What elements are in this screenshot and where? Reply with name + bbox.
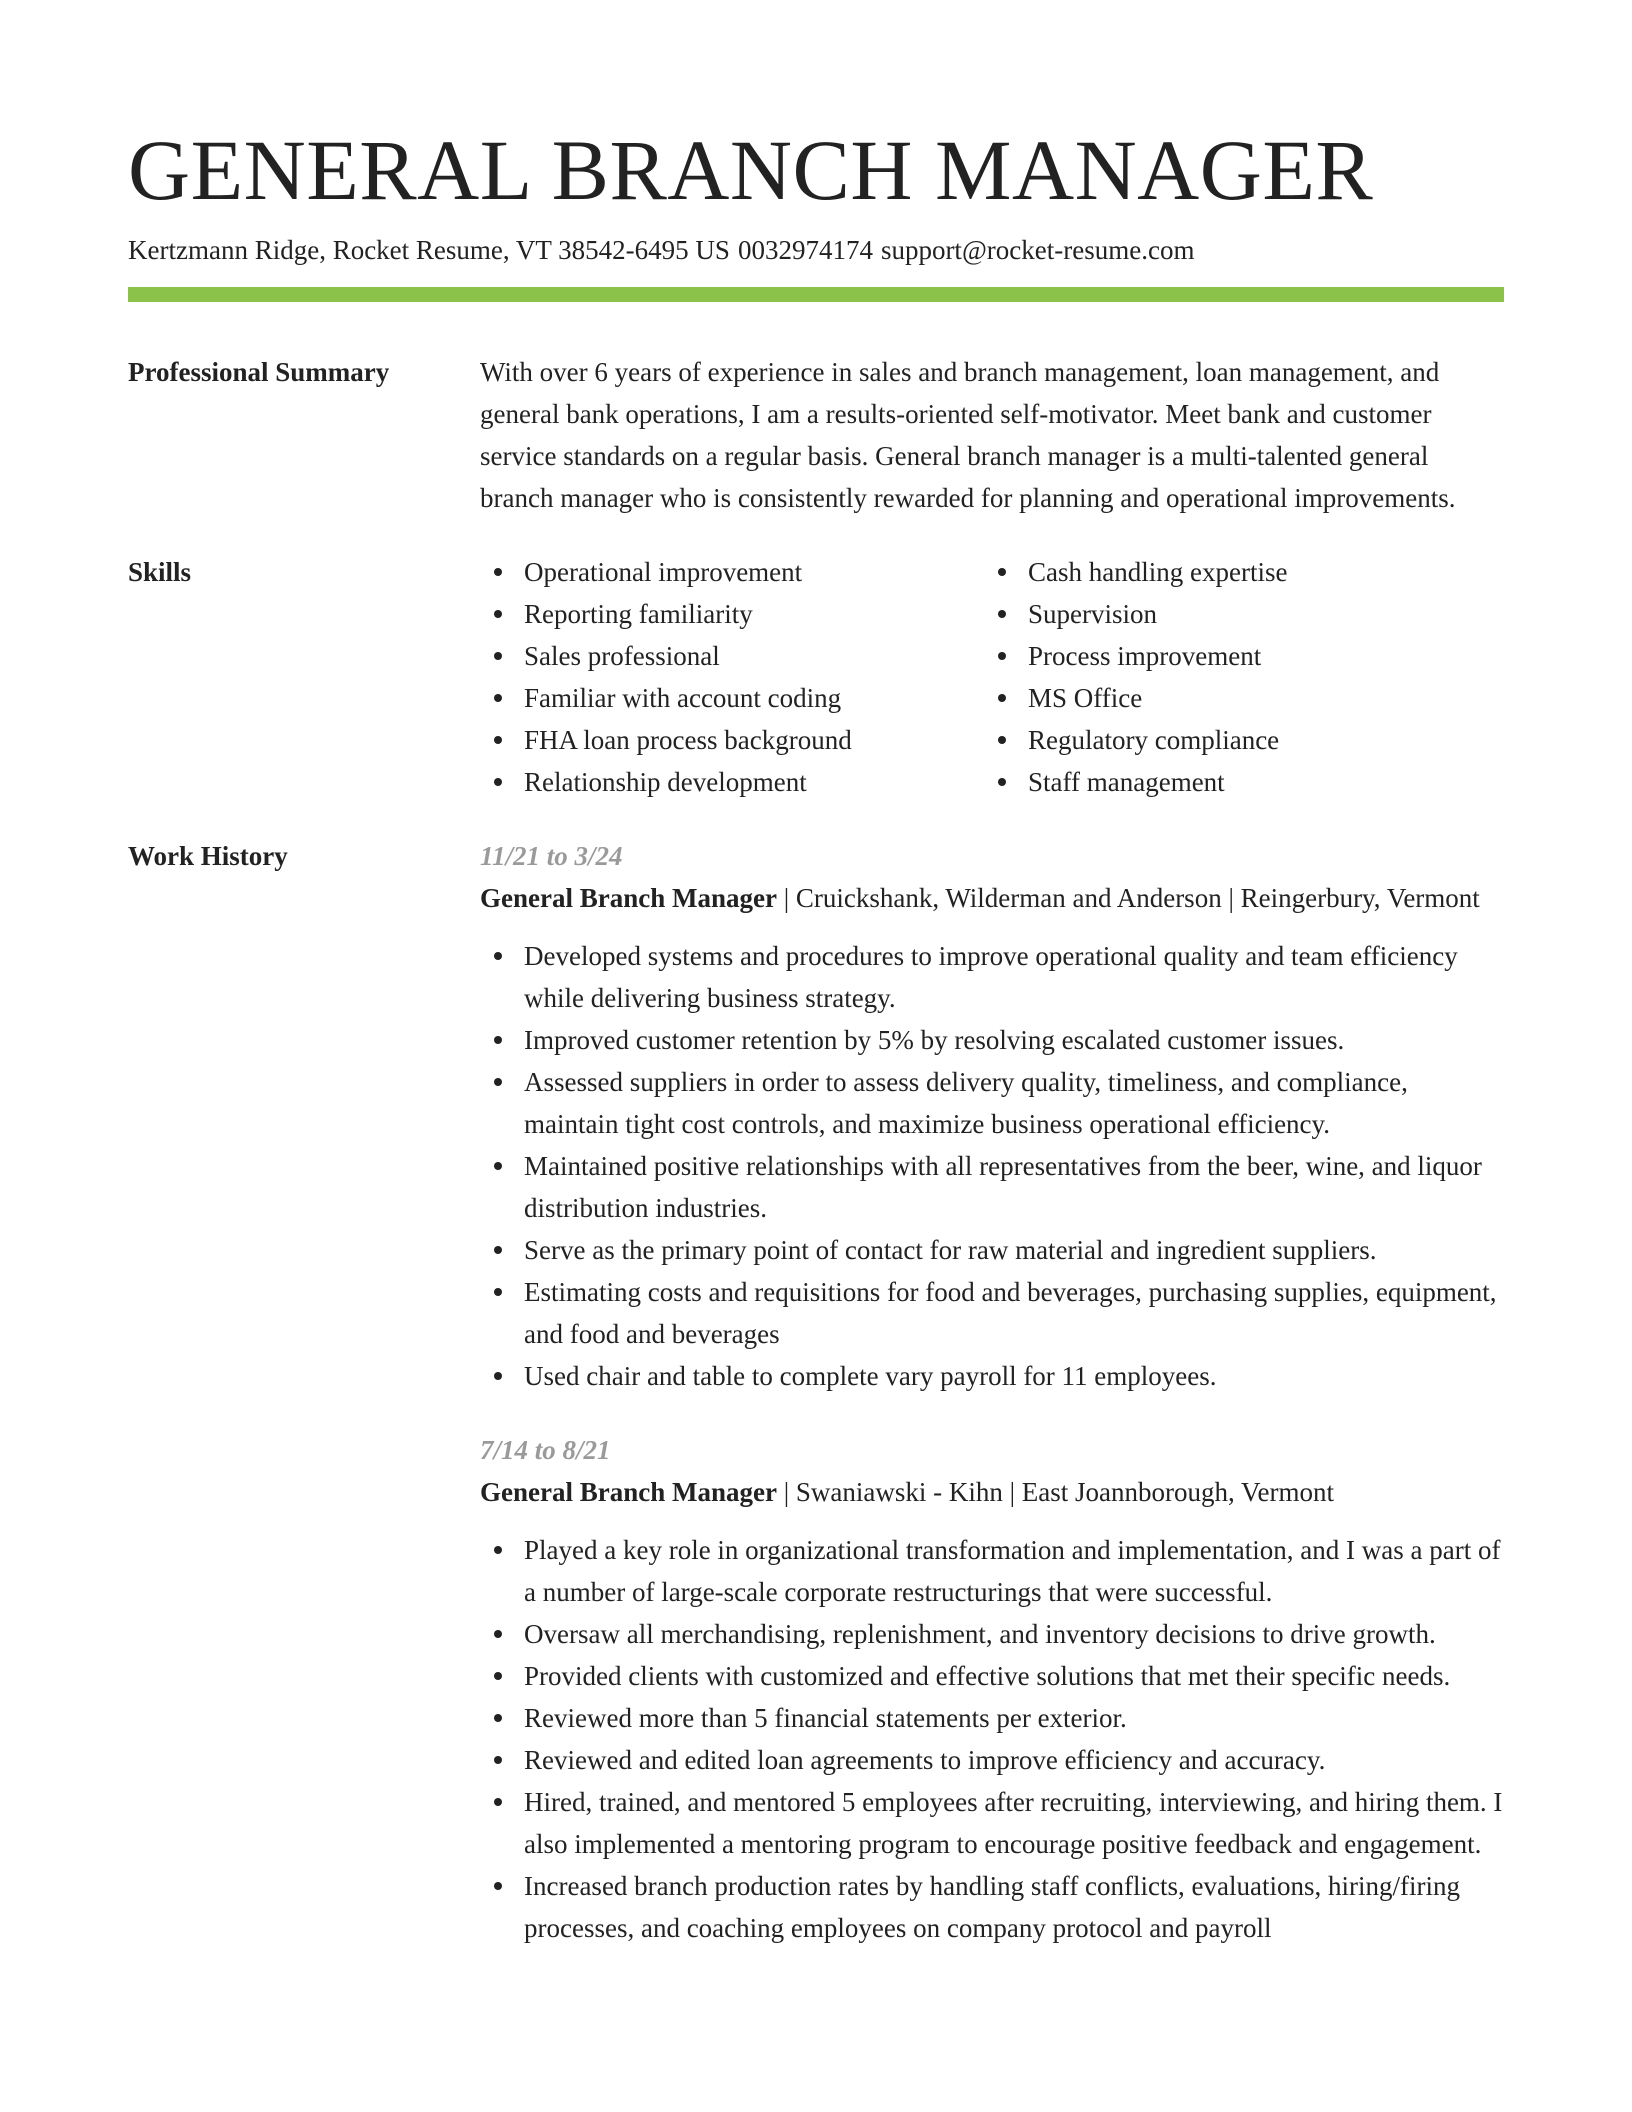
contact-phone: 0032974174 bbox=[737, 235, 873, 265]
job-dates: 11/21 to 3/24 bbox=[480, 841, 623, 871]
job-bullet: Used chair and table to complete vary payroll for 11 employees. bbox=[480, 1355, 1504, 1397]
skill-item: Operational improvement bbox=[480, 551, 984, 593]
job-title-line bbox=[480, 877, 1504, 919]
skills-label: Skills bbox=[128, 557, 192, 587]
contact-address: Kertzmann Ridge, Rocket Resume, VT 38542-6495 US bbox=[128, 235, 730, 265]
skill-item: Staff management bbox=[984, 761, 1488, 803]
skill-item: MS Office bbox=[984, 677, 1488, 719]
skill-item: Supervision bbox=[984, 593, 1488, 635]
job-details: | Swaniawski - Kihn | East Joannborough, Vermont bbox=[776, 1477, 1334, 1507]
job-bullet: Played a key role in organizational transformation and implementation, and I was a part of a number of large-scale corporate restructurings that were successful. bbox=[480, 1529, 1504, 1613]
job-bullet: Estimating costs and requisitions for food and beverages, purchasing supplies, equipment, and food and beverages bbox=[480, 1271, 1504, 1355]
work-history-section bbox=[128, 835, 1504, 1949]
summary-section bbox=[128, 351, 1504, 519]
resume-page bbox=[128, 118, 1504, 1949]
job-entry bbox=[480, 835, 1504, 1397]
skill-item: Regulatory compliance bbox=[984, 719, 1488, 761]
job-dates: 7/14 to 8/21 bbox=[480, 1435, 611, 1465]
job-details: | Cruickshank, Wilderman and Anderson | Reingerbury, Vermont bbox=[776, 883, 1480, 913]
skill-item: Sales professional bbox=[480, 635, 984, 677]
skill-item: Cash handling expertise bbox=[984, 551, 1488, 593]
resume-name: GENERAL BRANCH MANAGER bbox=[128, 122, 1374, 218]
skills-section bbox=[128, 551, 1504, 803]
skills-grid bbox=[480, 551, 1504, 803]
job-bullet: Reviewed more than 5 financial statements per exterior. bbox=[480, 1697, 1504, 1739]
job-bullets bbox=[480, 935, 1504, 1397]
skill-item: Familiar with account coding bbox=[480, 677, 984, 719]
job-entry bbox=[480, 1429, 1504, 1949]
job-bullet: Provided clients with customized and effective solutions that met their specific needs. bbox=[480, 1655, 1504, 1697]
skill-item: Process improvement bbox=[984, 635, 1488, 677]
job-bullet: Maintained positive relationships with all representatives from the beer, wine, and liquor distribution industries. bbox=[480, 1145, 1504, 1229]
skill-item: Relationship development bbox=[480, 761, 984, 803]
header-divider bbox=[128, 287, 1504, 302]
skill-item: Reporting familiarity bbox=[480, 593, 984, 635]
job-bullets bbox=[480, 1529, 1504, 1949]
job-title: General Branch Manager bbox=[480, 883, 777, 913]
work-history-body bbox=[480, 835, 1504, 1949]
job-bullet: Reviewed and edited loan agreements to improve efficiency and accuracy. bbox=[480, 1739, 1504, 1781]
job-bullet: Assessed suppliers in order to assess delivery quality, timeliness, and compliance, maintain tight cost controls, and maximize business operational efficiency. bbox=[480, 1061, 1504, 1145]
job-bullet: Oversaw all merchandising, replenishment, and inventory decisions to drive growth. bbox=[480, 1613, 1504, 1655]
skills-body bbox=[480, 551, 1504, 803]
job-bullet: Improved customer retention by 5% by resolving escalated customer issues. bbox=[480, 1019, 1504, 1061]
job-bullet: Serve as the primary point of contact for raw material and ingredient suppliers. bbox=[480, 1229, 1504, 1271]
contact-line bbox=[128, 232, 1504, 268]
skill-item: FHA loan process background bbox=[480, 719, 984, 761]
summary-label: Professional Summary bbox=[128, 357, 390, 387]
job-bullet: Developed systems and procedures to improve operational quality and team efficiency while delivering business strategy. bbox=[480, 935, 1504, 1019]
skills-left-column bbox=[480, 551, 984, 803]
job-bullet: Increased branch production rates by handling staff conflicts, evaluations, hiring/firing processes, and coaching employees on company protocol and payroll bbox=[480, 1865, 1504, 1949]
job-bullet: Hired, trained, and mentored 5 employees after recruiting, interviewing, and hiring them. I also implemented a mentoring program to encourage positive feedback and engagement. bbox=[480, 1781, 1504, 1865]
summary-text: With over 6 years of experience in sales and branch management, loan management, and general bank operations, I am a results-oriented self-motivator. Meet bank and customer service standards on a regular basis. General branch manager is a multi-talented general branch manager who is consistently rewarded for planning and operational improvements. bbox=[480, 357, 1456, 513]
contact-email: support@rocket-resume.com bbox=[880, 235, 1195, 265]
skills-right-column bbox=[984, 551, 1488, 803]
job-title-line bbox=[480, 1471, 1504, 1513]
job-title: General Branch Manager bbox=[480, 1477, 777, 1507]
work-history-label: Work History bbox=[128, 841, 288, 871]
